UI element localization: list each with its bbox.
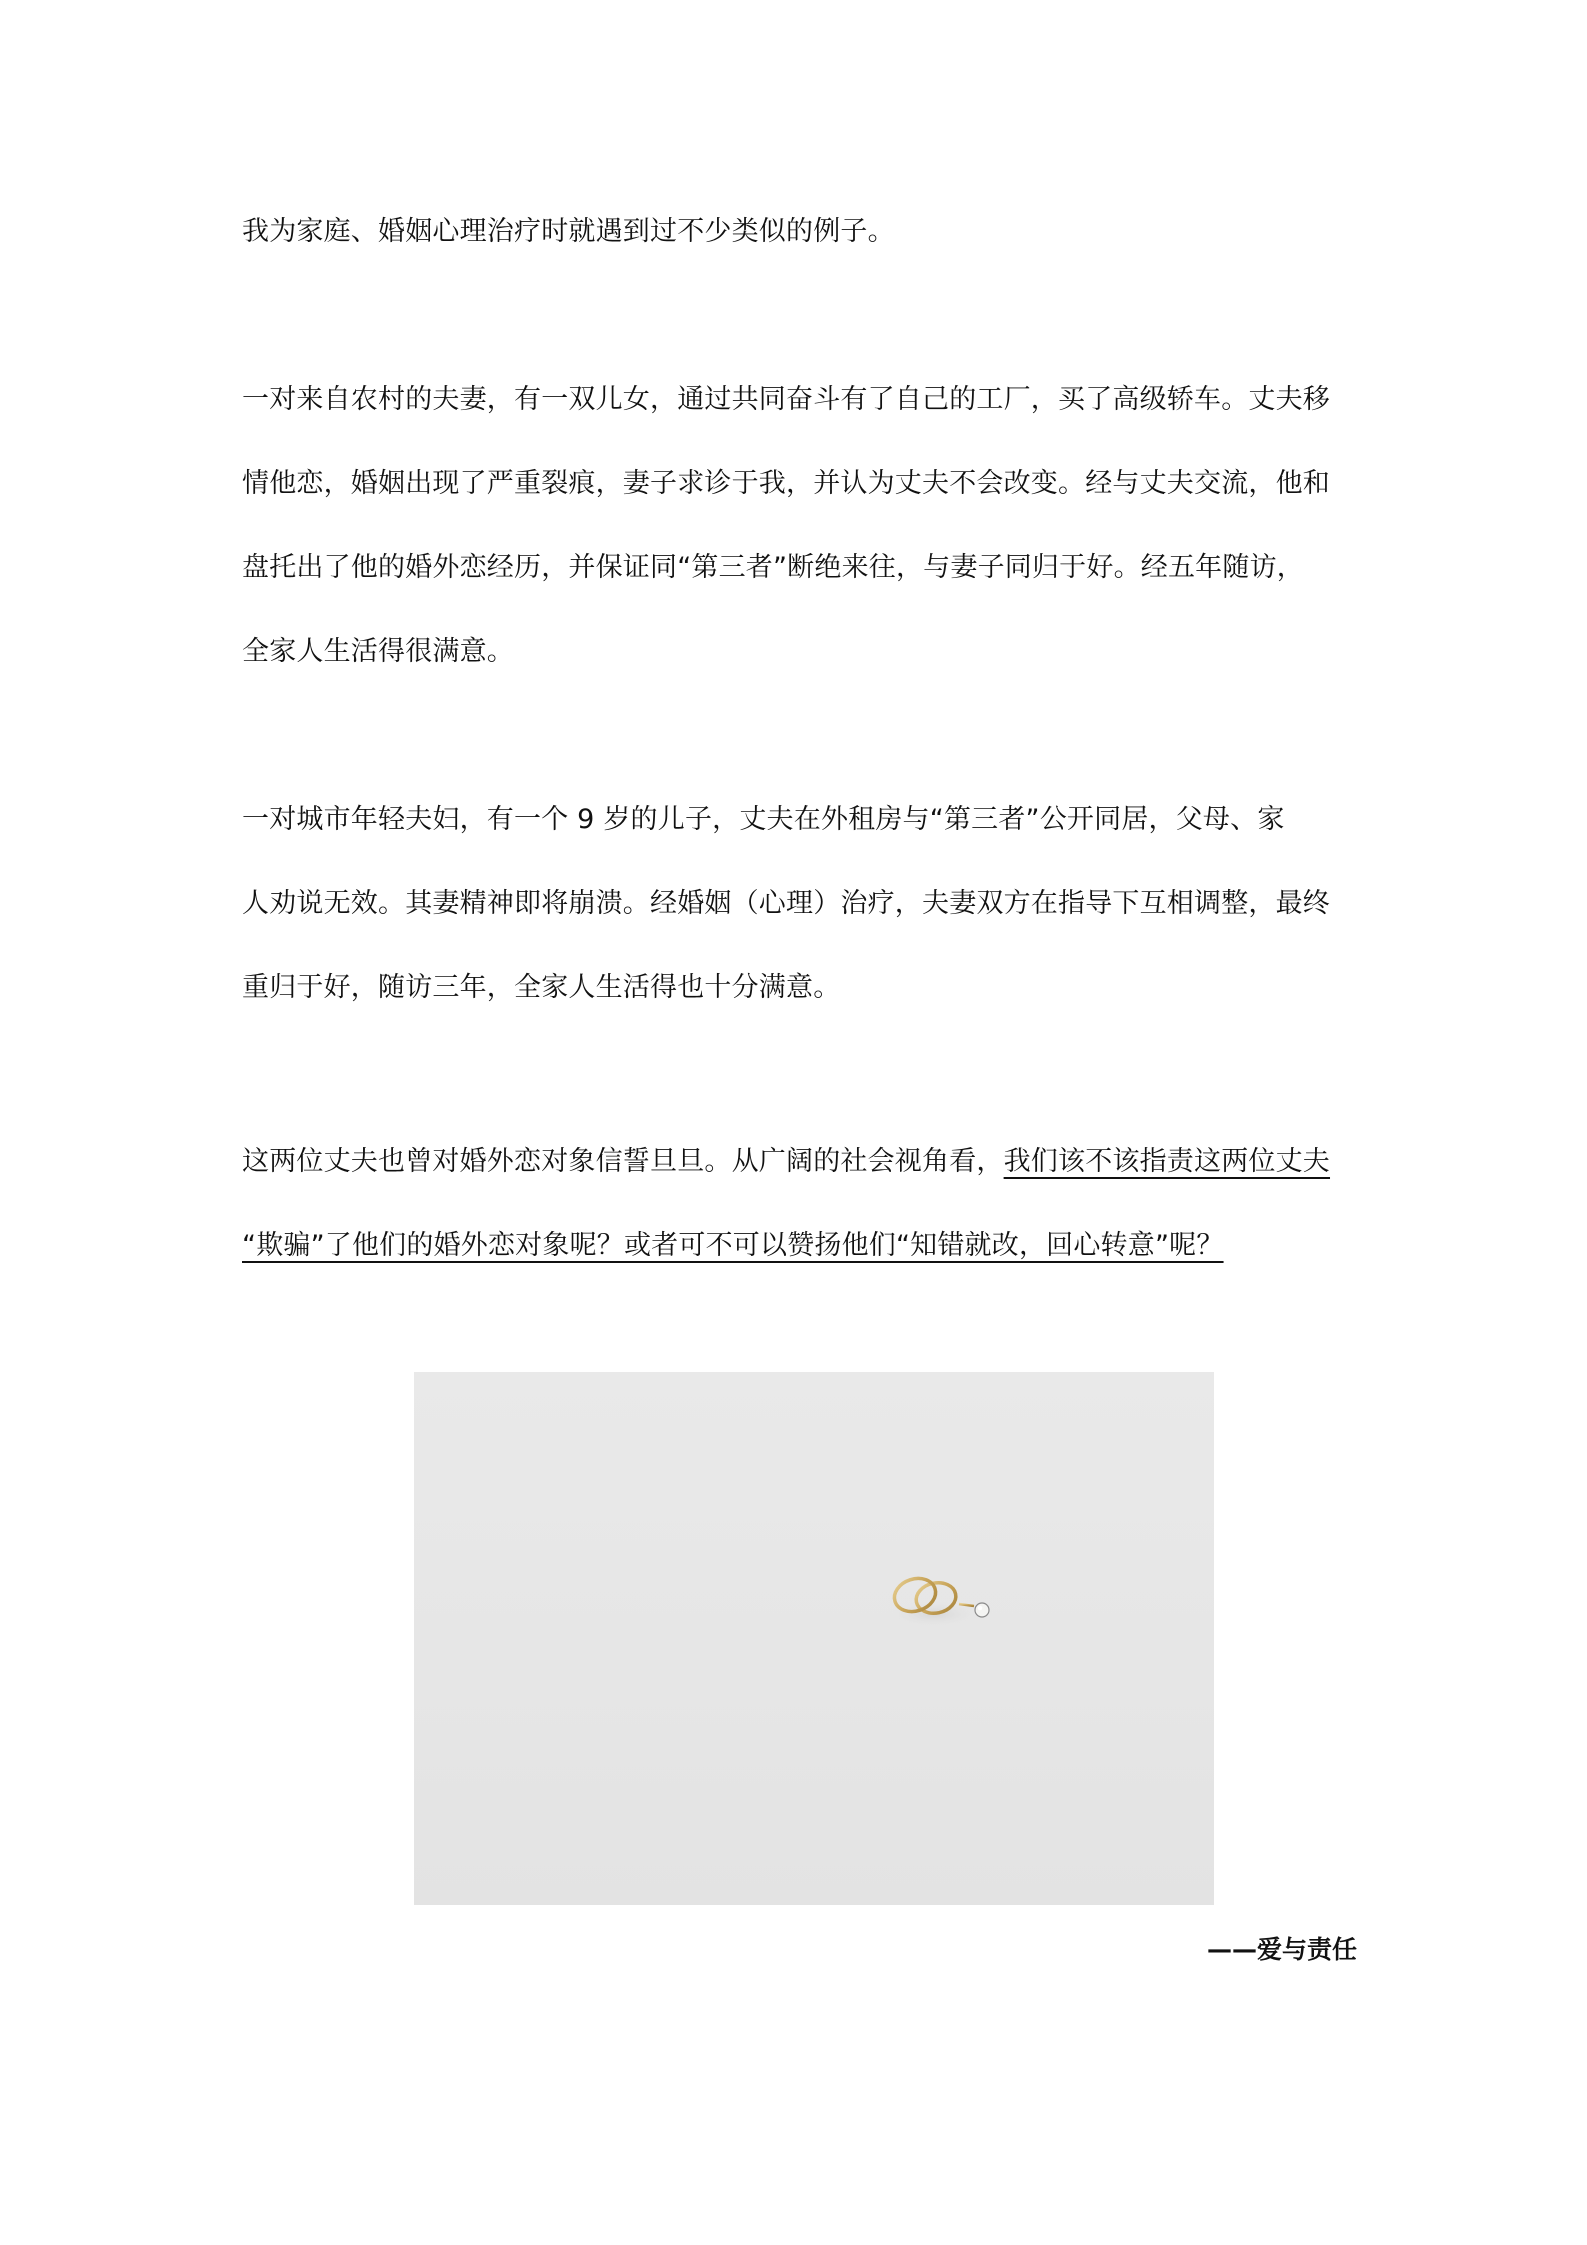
paragraph-line: 一对城市年轻夫妇，有一个 9 岁的儿子，丈夫在外租房与“第三者”公开同居，父母、家 (242, 804, 1285, 835)
underlined-question-text: 我们该不该指责这两位丈夫 (1003, 1146, 1331, 1177)
paragraph-intro (242, 190, 1357, 274)
paragraph-line: 一对来自农村的夫妻，有一双儿女，通过共同奋斗有了自己的工厂，买了高级轿车。丈夫移 (242, 384, 1330, 415)
paragraph-question (242, 1120, 1357, 1288)
signature-text: ——爱与责任 (1206, 1935, 1357, 1964)
paragraph-line: 我为家庭、婚姻心理治疗时就遇到过不少类似的例子。 (242, 216, 895, 247)
paragraph-line (242, 1120, 1357, 1204)
ring-diamond (975, 1603, 989, 1617)
question-lead-text: 这两位丈夫也曾对婚外恋对象信誓旦旦。从广阔的社会视角看， (242, 1146, 1004, 1177)
paragraph-line: 盘托出了他的婚外恋经历，并保证同“第三者”断绝来往，与妻子同归于好。经五年随访， (242, 552, 1304, 583)
paragraph-urban-couple (242, 778, 1357, 1030)
paragraph-line: 人劝说无效。其妻精神即将崩溃。经婚姻（心理）治疗，夫妻双方在指导下互相调整，最终 (242, 888, 1330, 919)
paragraph-line: 重归于好，随访三年，全家人生活得也十分满意。 (242, 972, 841, 1003)
wedding-rings-photo (414, 1372, 1214, 1905)
underlined-question-text: “欺骗”了他们的婚外恋对象呢？或者可不可以赞扬他们“知错就改，回心转意”呢？ (242, 1230, 1224, 1261)
paragraph-rural-couple (242, 358, 1357, 694)
paragraph-line: 全家人生活得很满意。 (242, 636, 514, 667)
rings-illustration (414, 1372, 1214, 1905)
paragraph-line: 情他恋，婚姻出现了严重裂痕，妻子求诊于我，并认为丈夫不会改变。经与丈夫交流，他和 (242, 468, 1330, 499)
